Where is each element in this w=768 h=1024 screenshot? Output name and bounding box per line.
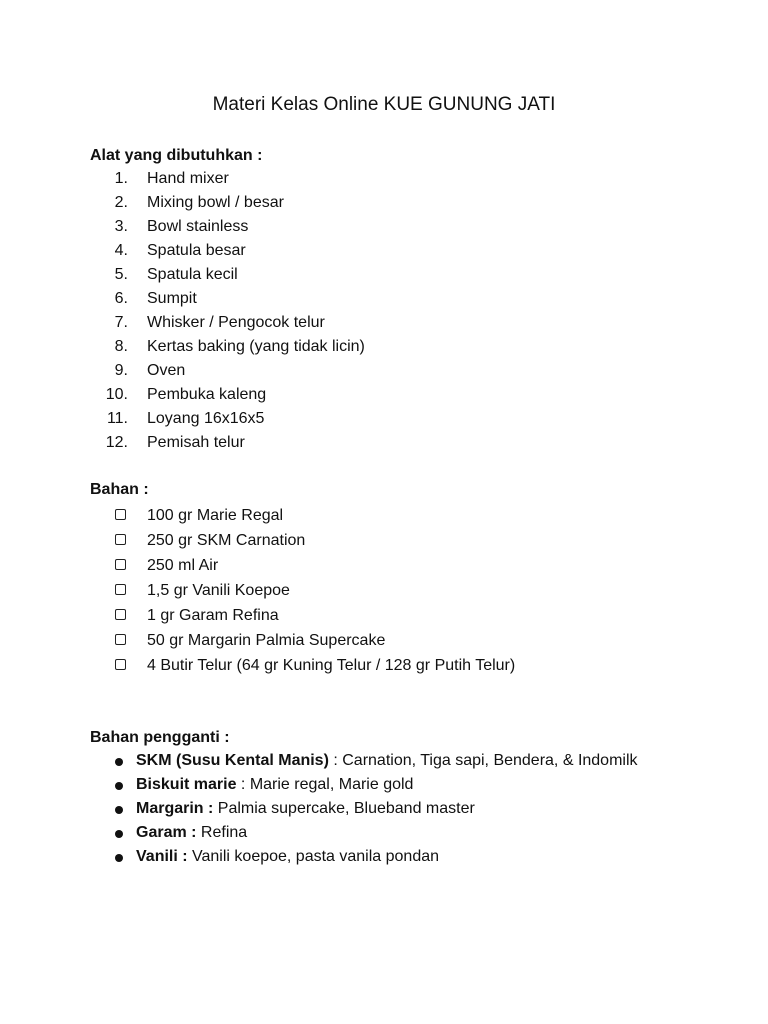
substitutes-list bbox=[90, 749, 650, 869]
checkbox[interactable] bbox=[115, 634, 126, 645]
list-item: Biskuit marie : Marie regal, Marie gold bbox=[90, 773, 650, 797]
bullet-icon bbox=[115, 758, 123, 766]
checkbox[interactable] bbox=[115, 584, 126, 595]
checkbox[interactable] bbox=[115, 534, 126, 545]
list-item: Garam : Refina bbox=[90, 821, 650, 845]
bullet-icon bbox=[115, 782, 123, 790]
list-item: Margarin : Palmia supercake, Blueband master bbox=[90, 797, 650, 821]
ingredients-heading: Bahan : bbox=[90, 481, 149, 498]
tools-heading: Alat yang dibutuhkan : bbox=[90, 147, 263, 164]
list-item: Vanili : Vanili koepoe, pasta vanila pondan bbox=[90, 845, 650, 869]
checkbox[interactable] bbox=[115, 659, 126, 670]
substitutes-heading: Bahan pengganti : bbox=[90, 729, 230, 746]
bullet-icon bbox=[115, 854, 123, 862]
checkbox[interactable] bbox=[115, 559, 126, 570]
document-page: Materi Kelas Online KUE GUNUNG JATI Alat yang dibutuhkan : 1. Hand mixer 2. Mixing bowl / besar 3. Bowl stainless 4. Spatula besar 5. Spatula kecil 6. Sumpit 7. Whisker / Pengocok telur 8. Kertas baking (yang tidak licin) 9. Oven 10. Pembuka kaleng 11. Loyang 16x16x5 12. Pemisah telur Bahan : 100 gr Marie Regal 250 gr SKM Carnation 250 ml Air 1,5 gr Vanili Koepoe 1 gr Garam Refina 50 gr Margarin Palmia Supercake 4 Butir Telur (64 gr Kuning Telur / 128 gr Putih Telur) Bahan pengganti : SKM (Susu Kental Manis) : Carnation, Tiga sapi, Bendera, & Indomilk Biskuit marie : Marie regal, Marie gold Margarin : Palmia supercake, Blueband master Garam : Refina Vanili : Vanili koepoe, pasta vanila pondan bbox=[0, 0, 768, 1024]
checkbox[interactable] bbox=[115, 609, 126, 620]
bullet-icon bbox=[115, 806, 123, 814]
checkbox[interactable] bbox=[115, 509, 126, 520]
list-item: SKM (Susu Kental Manis) : Carnation, Tiga sapi, Bendera, & Indomilk bbox=[90, 749, 650, 773]
bullet-icon bbox=[115, 830, 123, 838]
document-title: Materi Kelas Online KUE GUNUNG JATI bbox=[212, 94, 556, 115]
